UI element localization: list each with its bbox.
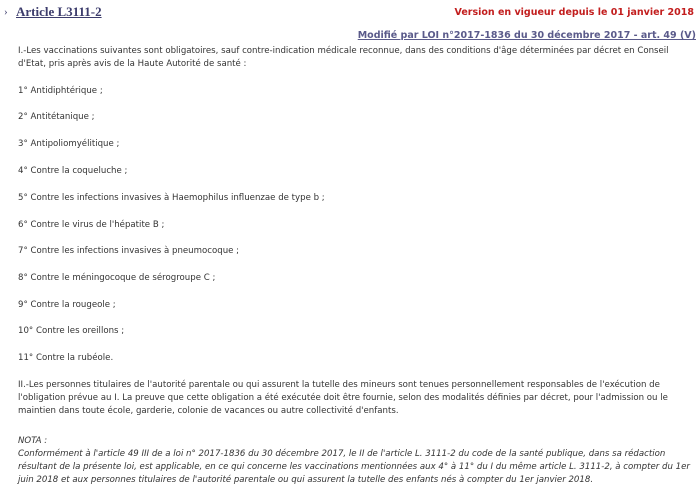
- modification-link[interactable]: Modifié par LOI n°2017-1836 du 30 décembre 2017 - art. 49 (V): [357, 30, 696, 41]
- list-item: 6° Contre le virus de l'hépatite B ;: [18, 220, 165, 230]
- nota-paragraph: Conformément à l'article 49 III de a loi n° 2017-1836 du 30 décembre 2017, le II de l'article L. 3111-2 du code de la santé publique, dans sa rédaction résultant de la présente loi, est applicable, en ce qui concerne les vaccinations mentionnées aux 4° à 11° du I du même article L. 3111-2, à compter du 1er juin 2018 et aux personnes titulaires de l'autorité parentale ou qui assurent la tutelle des enfants nés à compter du 1er janvier 2018.: [18, 449, 690, 485]
- article-body: [18, 45, 690, 485]
- section-two-paragraph: II.-Les personnes titulaires de l'autorité parentale ou qui assurent la tutelle des mineurs sont tenues personnellement responsables de l'exécution de l'obligation prévue au I. La preuve que cette obligation a été exécutée doit être fournie, selon des modalités définies par décret, pour l'admission ou le maintien dans toute école, garderie, colonie de vacances ou autre collectivité d'enfants.: [18, 380, 668, 416]
- article-header: [0, 0, 700, 24]
- version-status: Version en vigueur depuis le 01 janvier 2018: [454, 7, 694, 18]
- list-item: 7° Contre les infections invasives à pneumocoque ;: [18, 246, 240, 256]
- list-item: 8° Contre le méningocoque de sérogroupe C ;: [18, 273, 216, 283]
- article-title[interactable]: Article L3111-2: [16, 4, 102, 19]
- nota-label: NOTA :: [18, 436, 48, 446]
- list-item: 1° Antidiphtérique ;: [18, 86, 103, 96]
- intro-paragraph: I.-Les vaccinations suivantes sont obligatoires, sauf contre-indication médicale reconnue, dans des conditions d'âge déterminées par décret en Conseil d'Etat, pris après avis de la Haute Autorité de santé :: [18, 46, 669, 69]
- list-item: 5° Contre les infections invasives à Haemophilus influenzae de type b ;: [18, 193, 325, 203]
- list-item: 4° Contre la coqueluche ;: [18, 166, 128, 176]
- list-item: 11° Contre la rubéole.: [18, 353, 114, 363]
- list-item: 2° Antitétanique ;: [18, 112, 95, 122]
- list-item: 9° Contre la rougeole ;: [18, 300, 116, 310]
- article-link[interactable]: [4, 4, 102, 20]
- list-item: 10° Contre les oreillons ;: [18, 326, 125, 336]
- list-item: 3° Antipoliomyélitique ;: [18, 139, 120, 149]
- chevron-right-icon: ›: [4, 6, 8, 18]
